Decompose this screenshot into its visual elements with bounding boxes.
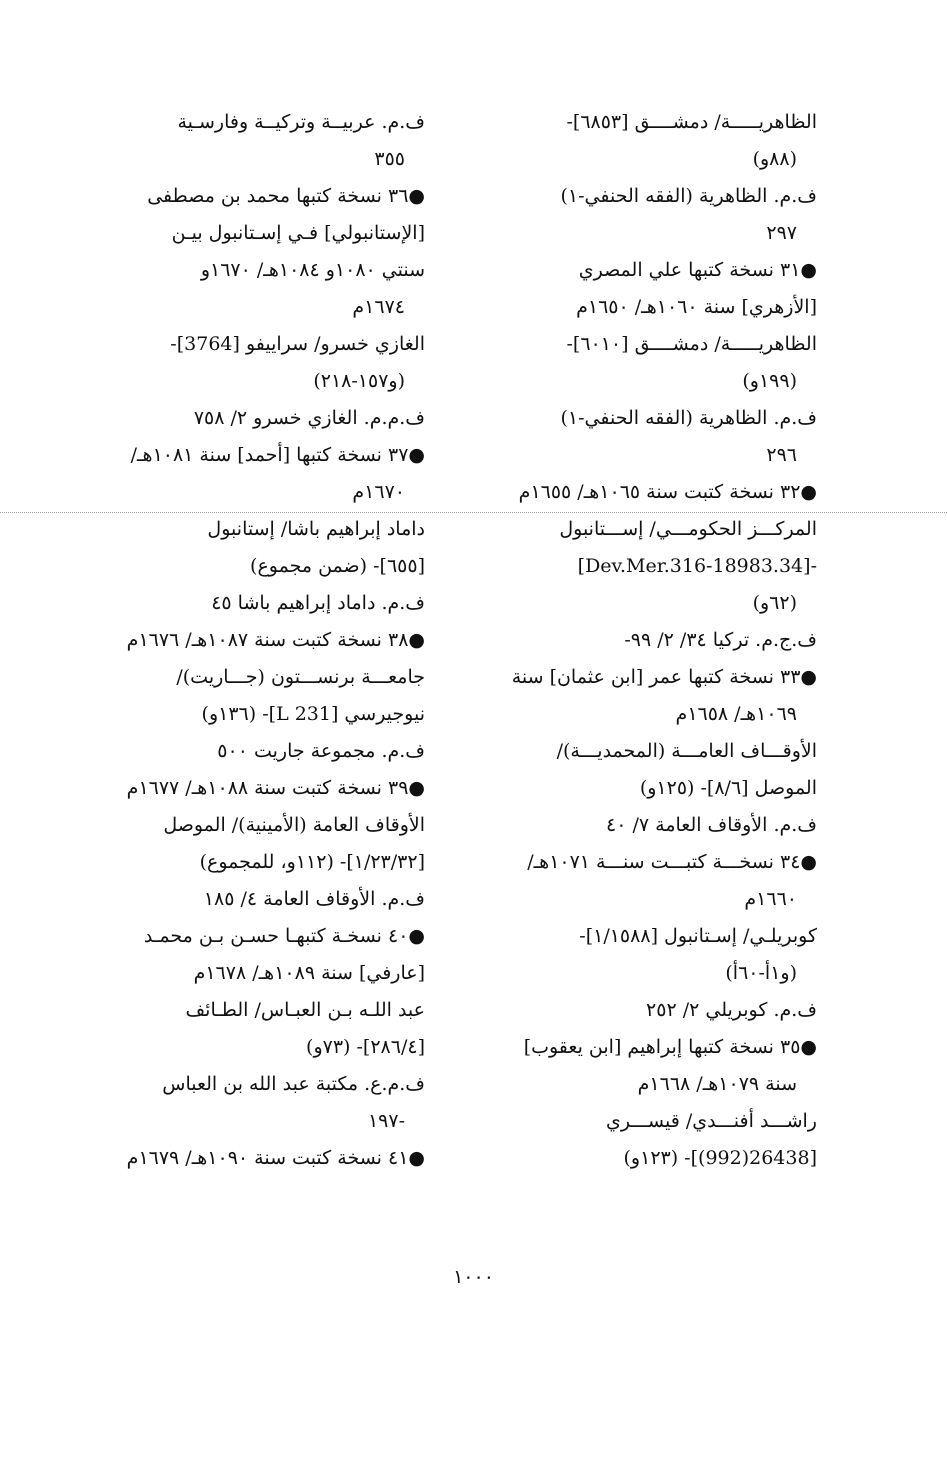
text-line: الموصل [٨/٦]- (١٢٥و) xyxy=(639,777,817,799)
text-line: (و١أ-٦٠أ) xyxy=(725,962,797,984)
text-line: ٢٩٦ xyxy=(766,444,797,466)
text-line: داماد إبراهيم باشا/ إستانبول xyxy=(207,518,425,540)
text-line: كوبريلـي/ إسـتانبول [١/١٥٨٨]- xyxy=(579,925,817,947)
entry-36-heading: ●٣٦ نسخة كتبها محمد بن مصطفى xyxy=(147,185,425,207)
text-line: سنة ١٠٧٩هـ/ ١٦٦٨م xyxy=(637,1073,797,1095)
text-line: ف.م.ع. مكتبة عبد الله بن العباس xyxy=(162,1073,425,1095)
text-line: ف.م.م. الغازي خسرو ٢/ ٧٥٨ xyxy=(193,407,425,429)
text-line: ١٦٧٠م xyxy=(352,481,405,503)
text-line: (و١٥٧-٢١٨) xyxy=(313,370,405,392)
text-line: ١٠٦٩هـ/ ١٦٥٨م xyxy=(675,703,797,725)
entry-35-heading: ●٣٥ نسخة كتبها إبراهيم [ابن يعقوب] xyxy=(523,1036,817,1058)
text-line: ٢٩٧ xyxy=(766,222,797,244)
text-line: -[34.Dev.Mer.316-18983] xyxy=(577,555,817,577)
text-line: ف.م. عربيــة وتركيــة وفارسـية xyxy=(177,111,425,133)
text-line: [عارفي] سنة ١٠٨٩هـ/ ١٦٧٨م xyxy=(193,962,425,984)
text-line: ف.م. مجموعة جاريت ٥٠٠ xyxy=(217,740,425,762)
text-line: الأوقـــاف العامـــة (المحمديـــة)/ xyxy=(556,740,817,762)
entry-40-heading: ●٤٠ نسخـة كتبهـا حسـن بـن محمـد xyxy=(143,925,425,947)
text-line: الأوقاف العامة (الأمينية)/ الموصل xyxy=(163,814,425,836)
text-line: عبد اللـه بـن العبـاس/ الطـائف xyxy=(185,999,425,1021)
text-line: [١/٢٣/٣٢]- (١١٢و، للمجموع) xyxy=(199,851,425,873)
text-line: -١٩٧ xyxy=(367,1110,405,1132)
text-line: [٢٨٦/٤]- (٧٣و) xyxy=(306,1036,425,1058)
text-line: [الأزهري] سنة ١٠٦٠هـ/ ١٦٥٠م xyxy=(576,296,817,318)
text-line: (٨٨و) xyxy=(752,148,797,170)
text-line: [الإستانبولي] فـي إسـتانبول بيـن xyxy=(171,222,425,244)
text-line: ف.م. الأوقاف العامة ٧/ ٤٠ xyxy=(606,814,817,836)
text-line: ٣٥٥ xyxy=(374,148,405,170)
entry-34-heading: ●٣٤ نسخـــة كتبـــت سنـــة ١٠٧١هـ/ xyxy=(527,851,817,873)
text-line: ف.م. الظاهرية (الفقه الحنفي-١) xyxy=(560,407,817,429)
text-line: ف.م. داماد إبراهيم باشا ٤٥ xyxy=(211,592,425,614)
entry-37-heading: ●٣٧ نسخة كتبها [أحمد] سنة ١٠٨١هـ/ xyxy=(130,444,425,466)
text-line: راشـــد أفنـــدي/ قيســـري xyxy=(606,1110,817,1132)
fold-divider xyxy=(0,512,947,513)
text-line: (١٩٩و) xyxy=(742,370,797,392)
text-line: نيوجيرسي [L 231]- (١٣٦و) xyxy=(201,703,425,725)
text-line: ف.م. الظاهرية (الفقه الحنفي-١) xyxy=(560,185,817,207)
text-line: الغازي خسرو/ سراييفو [3764]- xyxy=(170,333,425,355)
text-line: (٦٢و) xyxy=(752,592,797,614)
text-line: [٦٥٥]- (ضمن مجموع) xyxy=(250,555,425,577)
entry-38-heading: ●٣٨ نسخة كتبت سنة ١٠٨٧هـ/ ١٦٧٦م xyxy=(126,629,425,651)
page-number: ١٠٠٠ xyxy=(453,1266,494,1288)
entry-39-heading: ●٣٩ نسخة كتبت سنة ١٠٨٨هـ/ ١٦٧٧م xyxy=(126,777,425,799)
text-line: ١٦٦٠م xyxy=(744,888,797,910)
left-column xyxy=(90,104,425,1177)
text-line: سنتي ١٠٨٠و ١٠٨٤هـ/ ١٦٧٠و xyxy=(200,259,425,281)
entry-31-heading: ●٣١ نسخة كتبها علي المصري xyxy=(578,259,817,281)
text-line: الظاهريـــــة/ دمشــــق [٦٨٥٣]- xyxy=(566,111,817,133)
entry-32-heading: ●٣٢ نسخة كتبت سنة ١٠٦٥هـ/ ١٦٥٥م xyxy=(518,481,817,503)
entry-33-heading: ●٣٣ نسخة كتبها عمر [ابن عثمان] سنة xyxy=(511,666,817,688)
text-line: ف.م. كوبريلي ٢/ ٢٥٢ xyxy=(646,999,817,1021)
text-line: الظاهريـــــة/ دمشــــق [٦٠١٠]- xyxy=(566,333,817,355)
right-column xyxy=(477,104,817,1177)
text-line: ف.ج.م. تركيا ٣٤/ ٢/ ٩٩- xyxy=(624,629,817,651)
text-line: [26438(992)]- (١٢٣و) xyxy=(623,1147,817,1169)
text-line: جامعـــة برنســـتون (جـــاريت)/ xyxy=(176,666,425,688)
text-line: المركـــز الحكومـــي/ إســـتانبول xyxy=(559,518,817,540)
text-line: ١٦٧٤م xyxy=(352,296,405,318)
text-line: ف.م. الأوقاف العامة ٤/ ١٨٥ xyxy=(203,888,425,910)
entry-41-heading: ●٤١ نسخة كتبت سنة ١٠٩٠هـ/ ١٦٧٩م xyxy=(126,1147,425,1169)
